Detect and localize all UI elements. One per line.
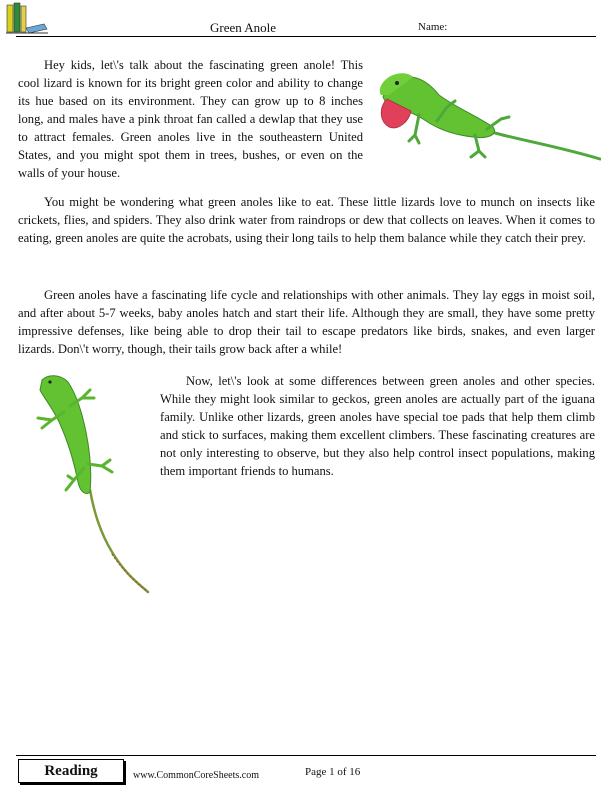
footer-divider (16, 755, 596, 756)
paragraph-intro: Hey kids, let\'s talk about the fascinating green anole! This cool lizard is known for its bright green color and ability to change its hue based on its environment. They can grow up to 8 inches long, and males have a pink throat fan called a dewlap that they use to attract females. Green anoles live in the southeastern United States, and you might spot them in trees, bushes, or even on the walls of your house. (18, 58, 363, 180)
header-divider (16, 36, 596, 37)
books-logo-icon (6, 2, 48, 36)
name-label: Name: (418, 21, 448, 33)
reading-badge: Reading (18, 759, 124, 783)
green-anole-top-view-image (28, 372, 156, 594)
page-number: Page 1 of 16 (305, 766, 361, 778)
green-anole-dewlap-image (375, 55, 601, 165)
paragraph-life-cycle: Green anoles have a fascinating life cycle and relationships with other animals. They lay eggs in moist soil, and after about 5-7 weeks, baby anoles hatch and start their life. Although they are small, they have some pretty impressive defenses, like being able to drop their tail to escape predators like birds, snakes, and even larger lizards. Don\'t worry, though, their tails grow back after a while! (18, 288, 595, 356)
paragraph-diet: You might be wondering what green anoles like to eat. These little lizards love to munch on insects like crickets, flies, and spiders. They also drink water from raindrops or dew that collects on leaves. When it comes to eating, green anoles are quite the acrobats, using their long tails to help them balance while they catch their prey. (18, 195, 595, 245)
paragraph-differences: Now, let\'s look at some differences between green anoles and other species. While they might look similar to geckos, green anoles are actually part of the iguana family. Unlike other lizards, green anoles have special toe pads that help them climb and stick to surfaces, making them excellent climbers. These fascinating creatures are not only interesting to observe, but they also help control insect populations, making them important friends to humans. (160, 374, 595, 478)
site-link[interactable]: www.CommonCoreSheets.com (133, 770, 260, 781)
worksheet-title: Green Anole (210, 20, 277, 35)
